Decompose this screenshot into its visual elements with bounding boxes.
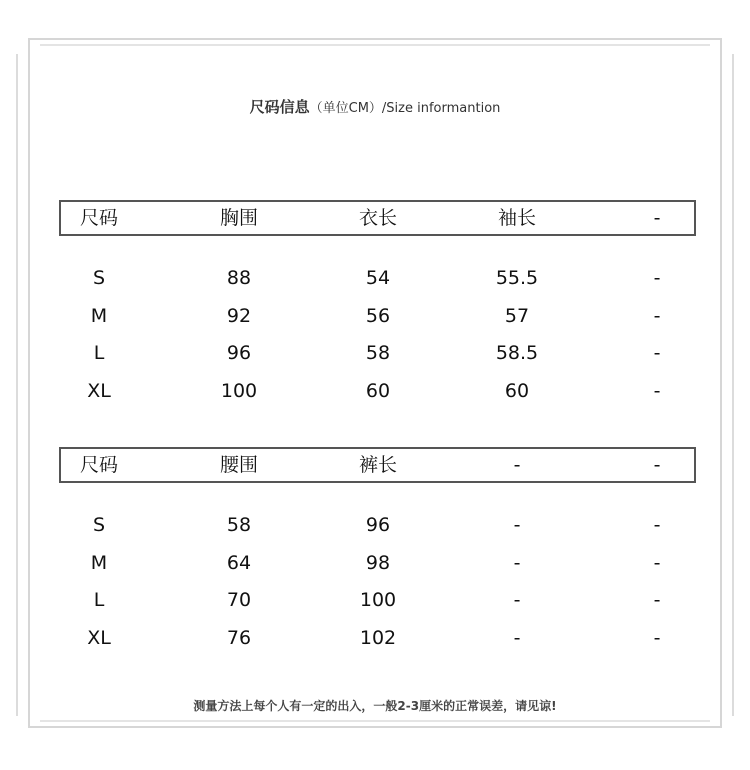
table-row xyxy=(0,548,750,578)
size-cell: M xyxy=(90,552,108,574)
value-cell: 96 xyxy=(365,514,391,536)
value-cell: - xyxy=(653,267,661,289)
header-cell: 尺码 xyxy=(79,207,118,229)
value-cell: 58 xyxy=(226,514,252,536)
value-cell: 60 xyxy=(504,380,530,402)
value-cell: 92 xyxy=(226,305,252,327)
value-cell: - xyxy=(653,589,661,611)
top-table-header-row xyxy=(0,203,750,233)
size-cell: XL xyxy=(87,627,111,649)
value-cell: - xyxy=(513,552,521,574)
value-cell: 54 xyxy=(365,267,391,289)
value-cell: - xyxy=(513,514,521,536)
table-row xyxy=(0,338,750,368)
value-cell: 102 xyxy=(359,627,397,649)
header-cell: - xyxy=(653,207,661,229)
title-en: /Size informantion xyxy=(381,101,501,116)
table-row xyxy=(0,510,750,540)
header-cell: 胸围 xyxy=(219,207,258,229)
value-cell: 55.5 xyxy=(495,267,539,289)
value-cell: 58.5 xyxy=(495,342,539,364)
measurement-note: 测量方法上每个人有一定的出入，一般2-3厘米的正常误差，请见谅! xyxy=(193,699,557,713)
size-cell: S xyxy=(92,267,106,289)
size-cell: L xyxy=(93,589,105,611)
value-cell: - xyxy=(653,342,661,364)
header-cell: 衣长 xyxy=(358,207,397,229)
size-cell: L xyxy=(93,342,105,364)
value-cell: - xyxy=(653,627,661,649)
value-cell: 96 xyxy=(226,342,252,364)
value-cell: 57 xyxy=(504,305,530,327)
bottom-table-header-row xyxy=(0,450,750,480)
value-cell: 60 xyxy=(365,380,391,402)
value-cell: - xyxy=(513,589,521,611)
value-cell: 58 xyxy=(365,342,391,364)
value-cell: - xyxy=(513,627,521,649)
size-cell: S xyxy=(92,514,106,536)
page-title xyxy=(0,96,750,117)
header-cell: 尺码 xyxy=(79,454,118,476)
header-cell: 裤长 xyxy=(358,454,397,476)
value-cell: 100 xyxy=(359,589,397,611)
value-cell: - xyxy=(653,305,661,327)
table-row xyxy=(0,623,750,653)
value-cell: 56 xyxy=(365,305,391,327)
table-row xyxy=(0,263,750,293)
size-cell: M xyxy=(90,305,108,327)
title-unit: （单位CM） xyxy=(309,101,382,116)
table-row xyxy=(0,301,750,331)
title-cn: 尺码信息 xyxy=(249,98,310,116)
size-cell: XL xyxy=(87,380,111,402)
value-cell: - xyxy=(653,552,661,574)
value-cell: 100 xyxy=(220,380,258,402)
value-cell: 98 xyxy=(365,552,391,574)
value-cell: 88 xyxy=(226,267,252,289)
value-cell: 70 xyxy=(226,589,252,611)
value-cell: 76 xyxy=(226,627,252,649)
table-row xyxy=(0,376,750,406)
value-cell: - xyxy=(653,380,661,402)
value-cell: 64 xyxy=(226,552,252,574)
header-cell: - xyxy=(653,454,661,476)
header-cell: 袖长 xyxy=(497,207,536,229)
header-cell: 腰围 xyxy=(219,454,258,476)
header-cell: - xyxy=(513,454,521,476)
value-cell: - xyxy=(653,514,661,536)
table-row xyxy=(0,585,750,615)
